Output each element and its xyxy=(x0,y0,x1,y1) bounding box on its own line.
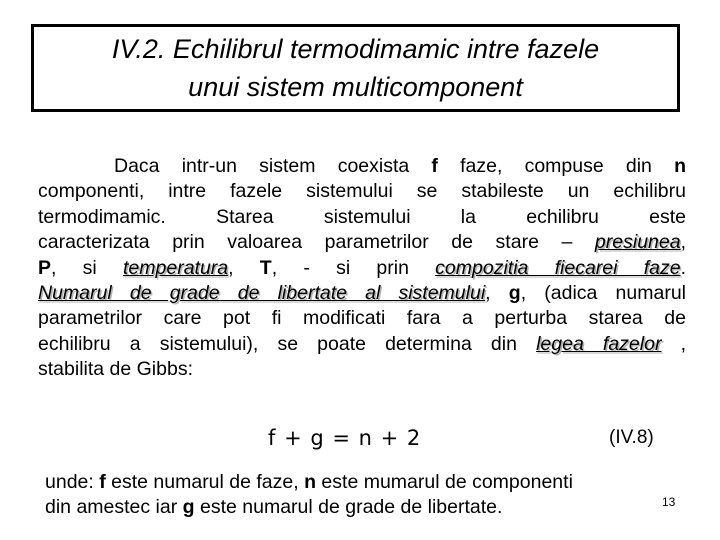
gibbs-phase-rule-formula: f + g = n + 2 xyxy=(268,426,422,450)
body-line-3: termodimamic. Starea sistemului la echilibru este xyxy=(38,205,686,228)
term-temperatura: temperatura xyxy=(123,256,229,279)
body-line-7: parametrilor care pot fi modificati fara a perturba starea de xyxy=(38,307,686,330)
body-line-9: stabilita de Gibbs: xyxy=(38,358,194,381)
term-compozitia: compozitia fiecarei faze xyxy=(435,256,681,279)
term-legea-fazelor: legea fazelor xyxy=(536,332,662,355)
title-box xyxy=(31,24,680,112)
equation-number: (IV.8) xyxy=(609,427,654,448)
term-numarul-grade: Numarul de grade de libertate al sistemului xyxy=(38,281,486,304)
body-paragraph xyxy=(38,154,686,383)
body-line-6: Numarul de grade de libertate al sistemului, g, (adica numarul xyxy=(38,281,686,304)
body-line-4: caracterizata prin valoarea parametrilor de stare – presiunea, xyxy=(38,231,686,254)
body-line-8: echilibru a sistemului), se poate determina din legea fazelor , xyxy=(38,332,686,355)
definition-paragraph xyxy=(45,469,695,520)
page-number: 13 xyxy=(662,495,676,509)
tail-line-1: unde: f este numarul de faze, n este mumarul de componenti xyxy=(45,471,573,493)
term-presiunea: presiunea xyxy=(594,231,681,254)
tail-line-2: din amestec iar g este numarul de grade de libertate. xyxy=(45,496,503,519)
body-line-1: Daca intr-un sistem coexista f faze, compuse din n xyxy=(114,155,687,177)
title-line-2: unui sistem multicomponent xyxy=(188,72,523,102)
body-line-2: componenti, intre fazele sistemului se stabileste un echilibru xyxy=(38,180,686,203)
body-line-5: P, si temperatura, T, - si prin compozitia fiecarei faze. xyxy=(38,256,686,279)
title-line-1: IV.2. Echilibrul termodimamic intre fazele xyxy=(111,34,600,64)
